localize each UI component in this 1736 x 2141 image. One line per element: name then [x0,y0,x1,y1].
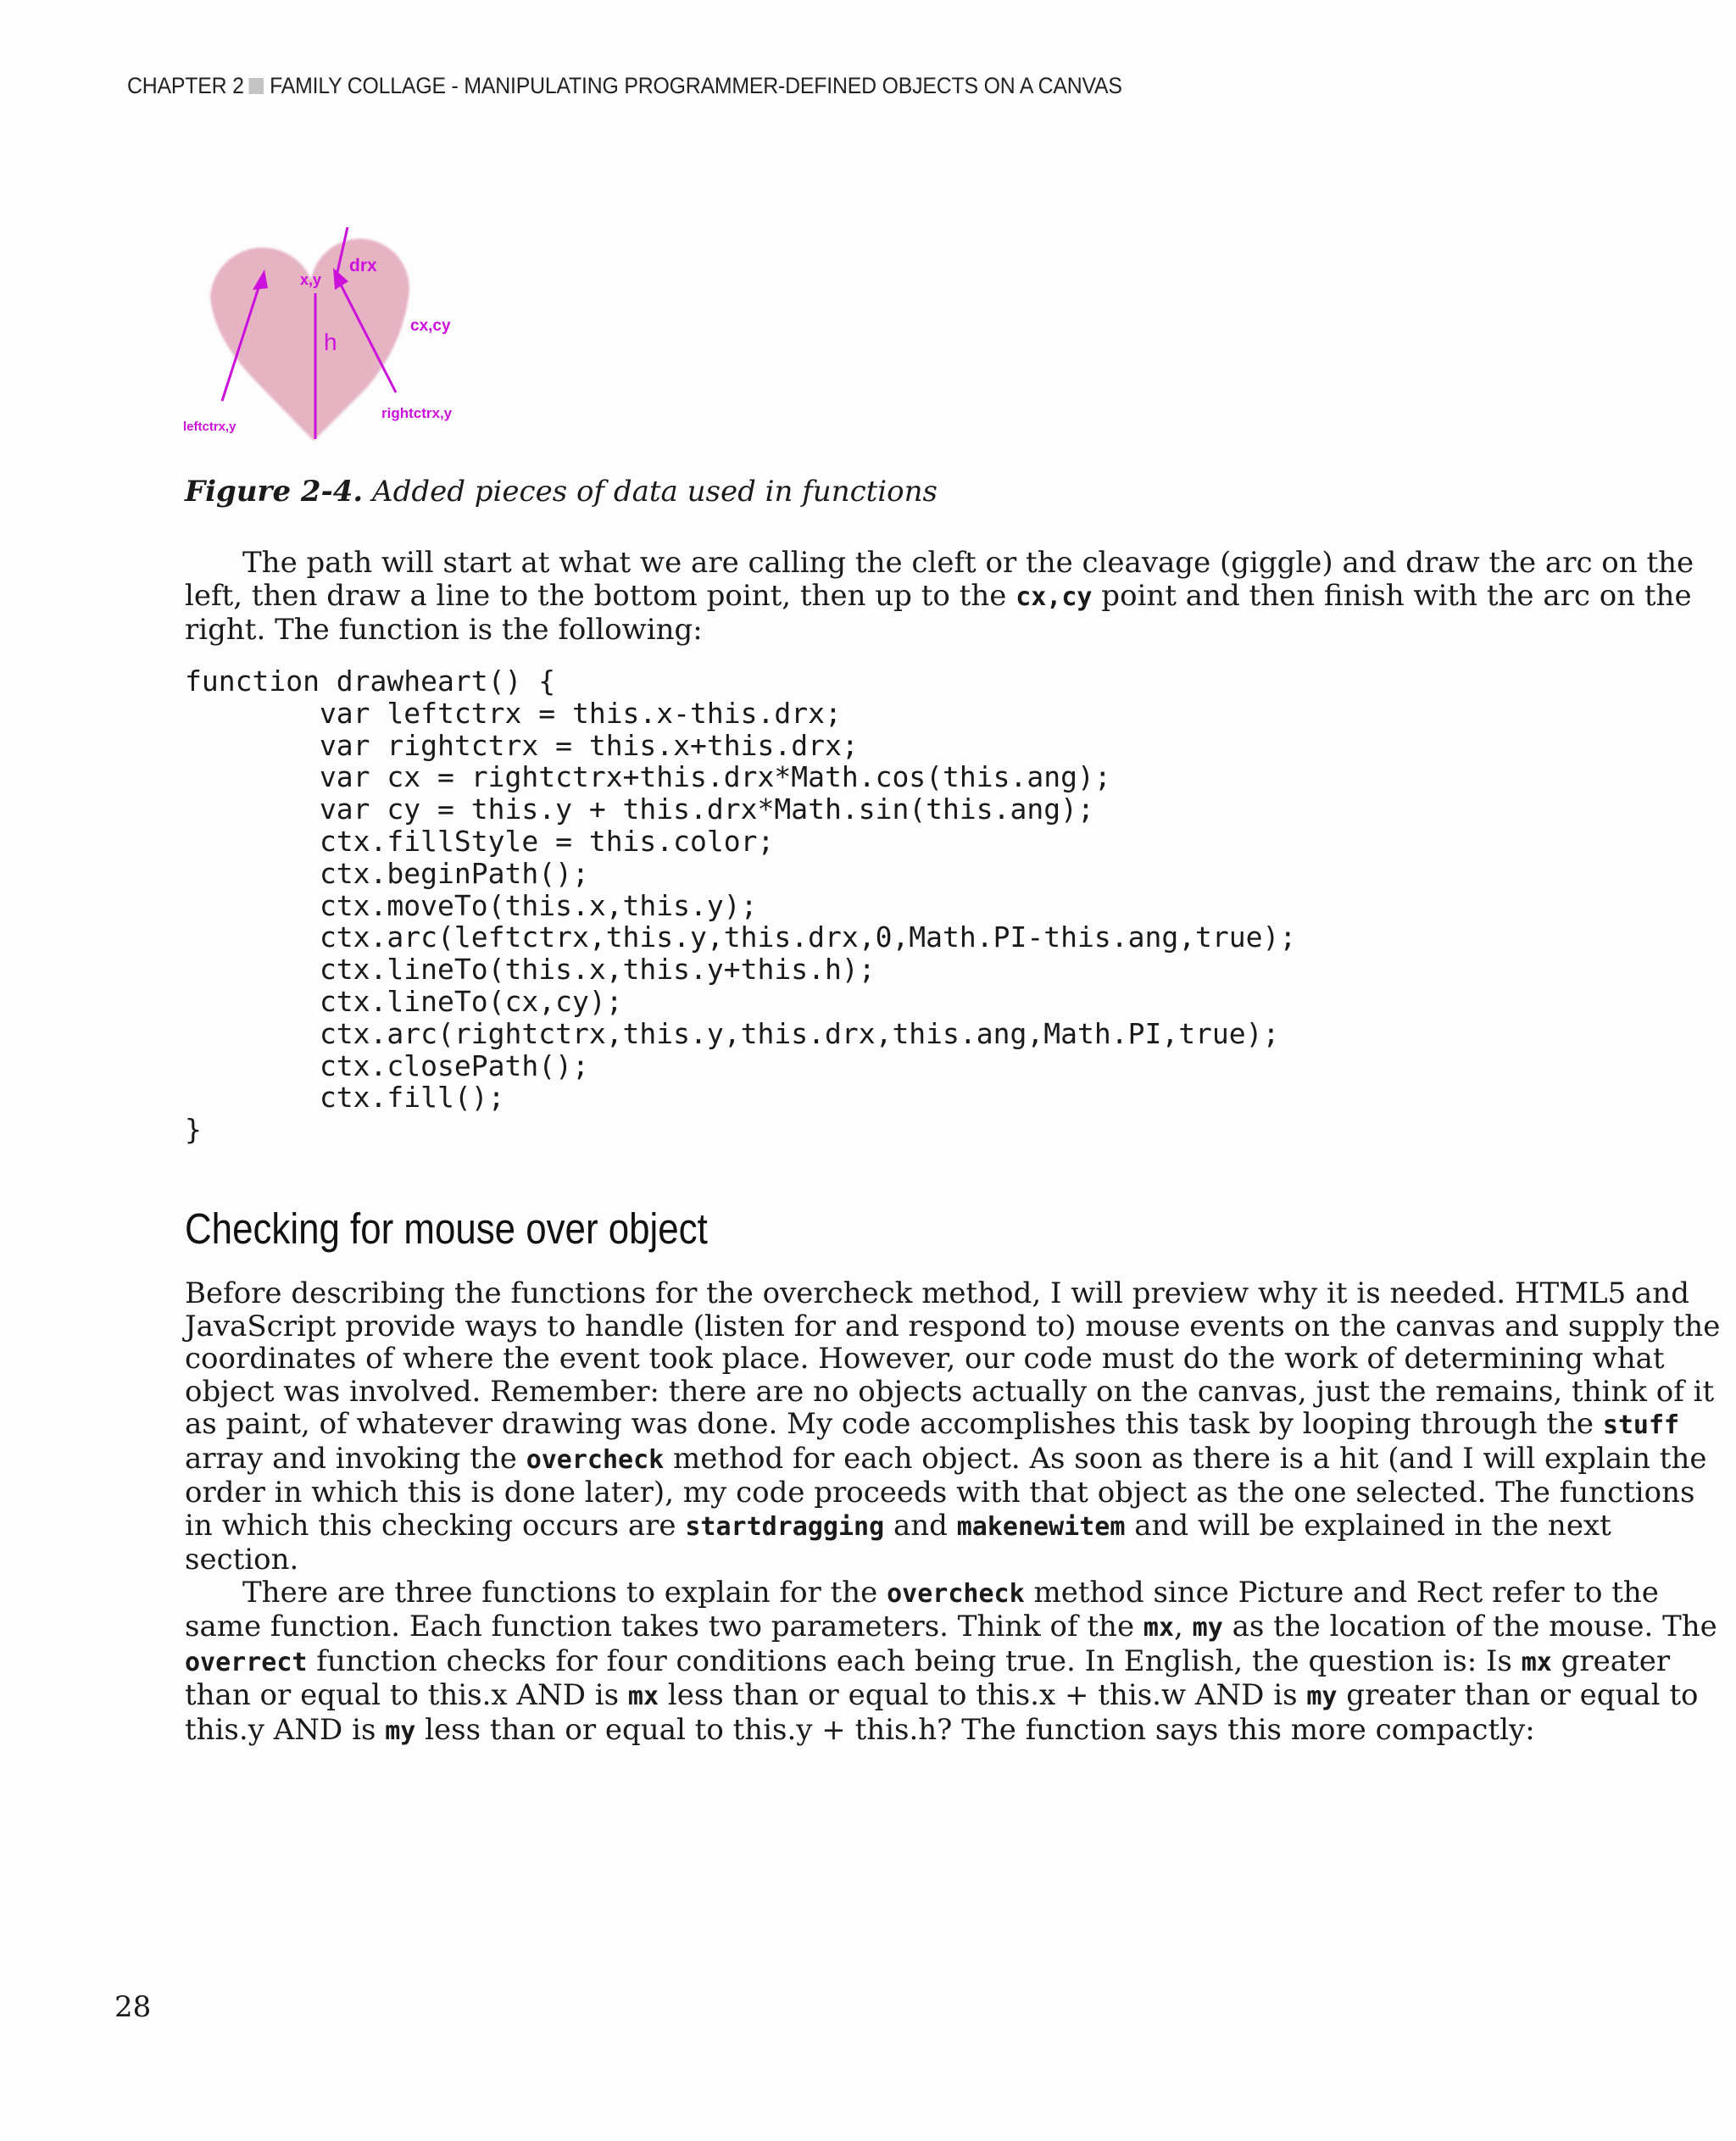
inline-code: my [385,1716,416,1746]
chapter-label: CHAPTER 2 [127,73,244,98]
heart-diagram [180,227,485,452]
text-line: The path will start at what we are calling the cleft or the cleavage (giggle) and draw the arc on the [242,546,1694,580]
code-line: ctx.lineTo(cx,cy); [185,984,623,1018]
running-head [127,73,1122,99]
code-line: function drawheart() { [185,665,556,698]
code-line: } [185,1113,202,1147]
rightctr-label: rightctrx,y [381,405,453,421]
inline-code: my [1306,1682,1338,1711]
square-bullet-icon [248,78,263,94]
cxcy-label: cx,cy [410,317,451,335]
code-listing [185,665,1296,1146]
text-line: as paint, of whatever drawing was done. My code accomplishes this task by looping through the stuff [185,1407,1680,1441]
inline-code: mx [627,1682,659,1711]
text-line: coordinates of where the event took place. However, our code must do the work of determining what [185,1342,1665,1376]
text-line: right. The function is the following: [185,613,703,647]
inline-code: cx,cy [1015,581,1093,612]
code-line: ctx.arc(rightctrx,this.y,this.drx,this.ang,Math.PI,true); [185,1016,1280,1050]
inline-code: overcheck [887,1578,1025,1609]
code-line: var leftctrx = this.x-this.drx; [185,696,842,730]
page-number: 28 [114,1990,152,2024]
text-line: than or equal to this.x AND is mx less than or equal to this.x + this.w AND is my greater than or equal to [185,1678,1699,1712]
text-line: Before describing the functions for the overcheck method, I will preview why it is needed. HTML5 and [185,1276,1689,1310]
caption-number: Figure 2-4. [185,475,364,509]
text-line: same function. Each function takes two parameters. Think of the mx, my as the location of the mouse. The [185,1610,1717,1643]
text-line: this.y AND is my less than or equal to this.y + this.h? The function says this more compactly: [185,1712,1535,1747]
code-line: var cx = rightctrx+this.drx*Math.cos(this.ang); [185,760,1111,794]
code-line: ctx.fill(); [185,1081,505,1115]
text-line: section. [185,1543,299,1577]
figure-caption [185,475,938,509]
text-line: array and invoking the overcheck method for each object. As soon as there is a hit (and I will explain the [185,1441,1707,1476]
code-line: ctx.arc(leftctrx,this.y,this.drx,0,Math.PI-this.ang,true); [185,920,1297,954]
text-line: overrect function checks for four conditions each being true. In English, the question is: Is mx greater [185,1643,1671,1678]
text-line: left, then draw a line to the bottom point, then up to the cx,cy point and then finish with the arc on the [185,578,1692,613]
code-line: ctx.moveTo(this.x,this.y); [185,888,758,922]
inline-code: mx [1143,1613,1175,1643]
code-line: ctx.lineTo(this.x,this.y+this.h); [185,953,876,987]
code-line: ctx.fillStyle = this.color; [185,824,775,858]
h-label: h [324,329,337,355]
inline-code: mx [1521,1647,1552,1677]
inline-code: makenewitem [956,1511,1126,1542]
heart-shape [210,239,409,441]
code-line: ctx.beginPath(); [185,856,589,890]
chapter-title: FAMILY COLLAGE - MANIPULATING PROGRAMMER-DEFINED OBJECTS ON A CANVAS [270,73,1122,98]
inline-code: overrect [185,1647,308,1677]
drx-label: drx [349,256,377,275]
heart-figure [180,227,485,452]
inline-code: stuff [1602,1410,1680,1440]
xy-label: x,y [300,271,322,288]
inline-code: overcheck [526,1444,665,1475]
caption-text: Added pieces of data used in functions [363,475,938,509]
leftctr-label: leftctrx,y [183,420,236,434]
section-heading: Checking for mouse over object [185,1204,708,1253]
inline-code: startdragging [685,1511,885,1542]
text-line: in which this checking occurs are startdragging and makenewitem and will be explained in the next [185,1508,1611,1543]
code-line: var cy = this.y + this.drx*Math.sin(this.ang); [185,792,1094,826]
paragraph-2 [185,1276,1721,1748]
paragraph-1 [185,546,1694,647]
text-line: object was involved. Remember: there are no objects actually on the canvas, just the remains, think of it [185,1374,1715,1409]
inline-code: my [1192,1613,1223,1643]
text-line: JavaScript provide ways to handle (listen for and respond to) mouse events on the canvas and supply the [185,1309,1721,1343]
text-line: There are three functions to explain for the overcheck method since Picture and Rect refer to the [242,1575,1659,1610]
code-line: ctx.closePath(); [185,1048,589,1082]
text-line: order in which this is done later), my code proceeds with that object as the one selected. The functions [185,1476,1695,1510]
code-line: var rightctrx = this.x+this.drx; [185,728,859,762]
